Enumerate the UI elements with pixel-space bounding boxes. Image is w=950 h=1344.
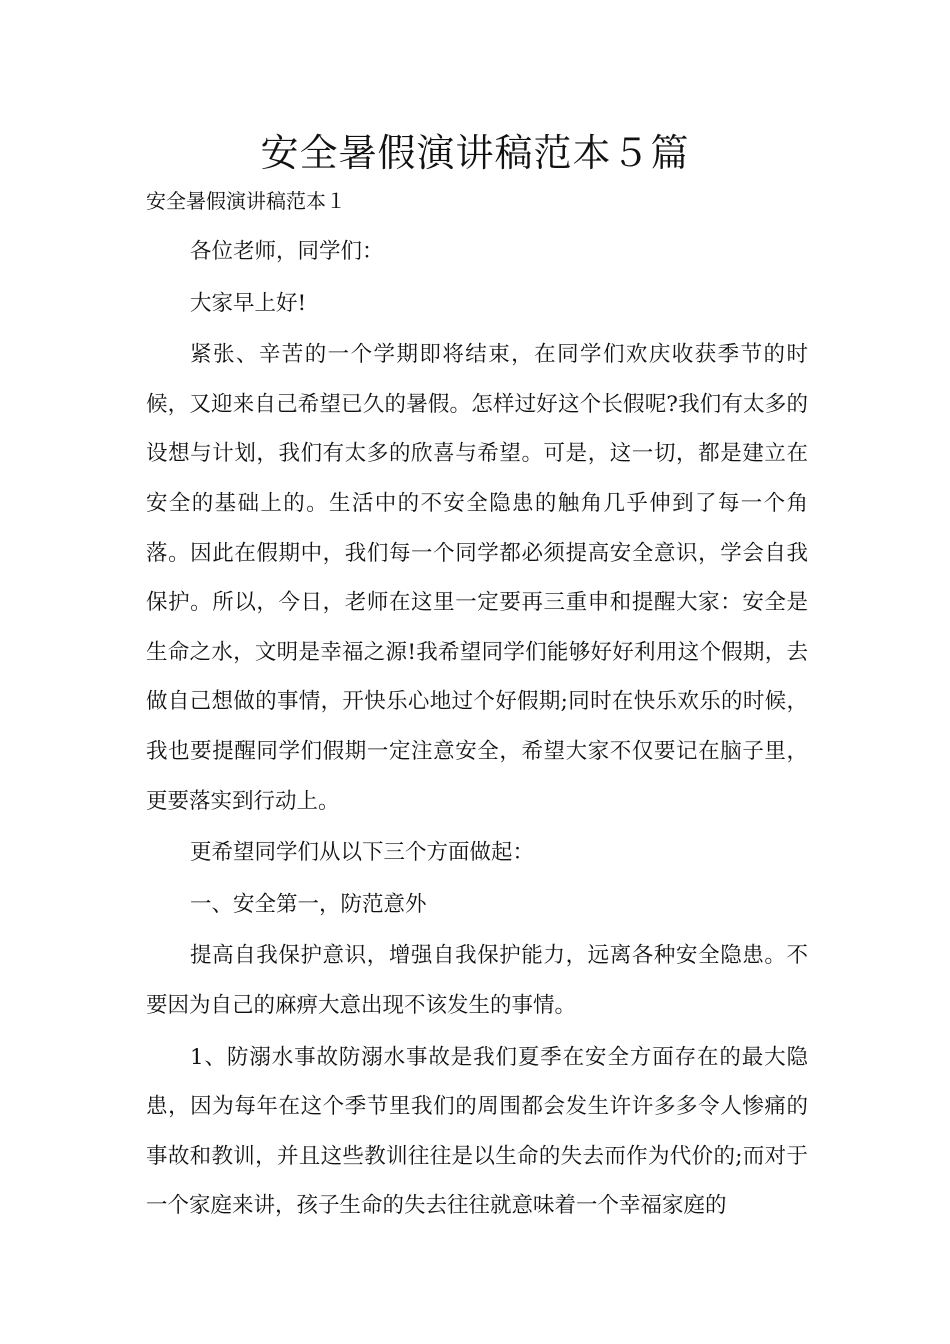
document-subtitle: 安全暑假演讲稿范本１ [146,189,346,213]
drowning-paragraph: 1、防溺水事故防溺水事故是我们夏季在安全方面存在的最大隐患，因为每年在这个季节里我们的周围都会发生许许多多令人惨痛的事故和教训，并且这些教训往往是以生命的失去而作为代价的;而对于一个家庭来讲，孩子生命的失去往往就意味着一个幸福家庭的 [146,1044,808,1219]
aspects-paragraph: 更希望同学们从以下三个方面做起： [190,840,535,866]
morning-paragraph: 大家早上好! [190,290,307,316]
intro-paragraph: 紧张、辛苦的一个学期即将结束，在同学们欢庆收获季节的时候，又迎来自己希望已久的暑假。怎样过好这个长假呢?我们有太多的设想与计划，我们有太多的欣喜与希望。可是，这一切，都是建立在安全的基础上的。生活中的不安全隐患的触角几乎伸到了每一个角落。因此在假期中，我们每一个同学都必须提高安全意识，学会自我保护。所以，今日，老师在这里一定要再三重申和提醒大家：安全是生命之水，文明是幸福之源!我希望同学们能够好好利用这个假期，去做自己想做的事情，开快乐心地过个好假期;同时在快乐欢乐的时候，我也要提醒同学们假期一定注意安全，希望大家不仅要记在脑子里，更要落实到行动上。 [146,342,808,814]
document-title: 安全暑假演讲稿范本５篇 [260,131,690,175]
greeting-paragraph: 各位老师，同学们： [190,239,384,264]
document-body [146,227,808,1233]
section-heading: 一、安全第一，防范意外 [190,891,427,917]
awareness-paragraph: 提高自我保护意识，增强自我保护能力，远离各种安全隐患。不要因为自己的麻痹大意出现不该发生的事情。 [146,943,808,1018]
